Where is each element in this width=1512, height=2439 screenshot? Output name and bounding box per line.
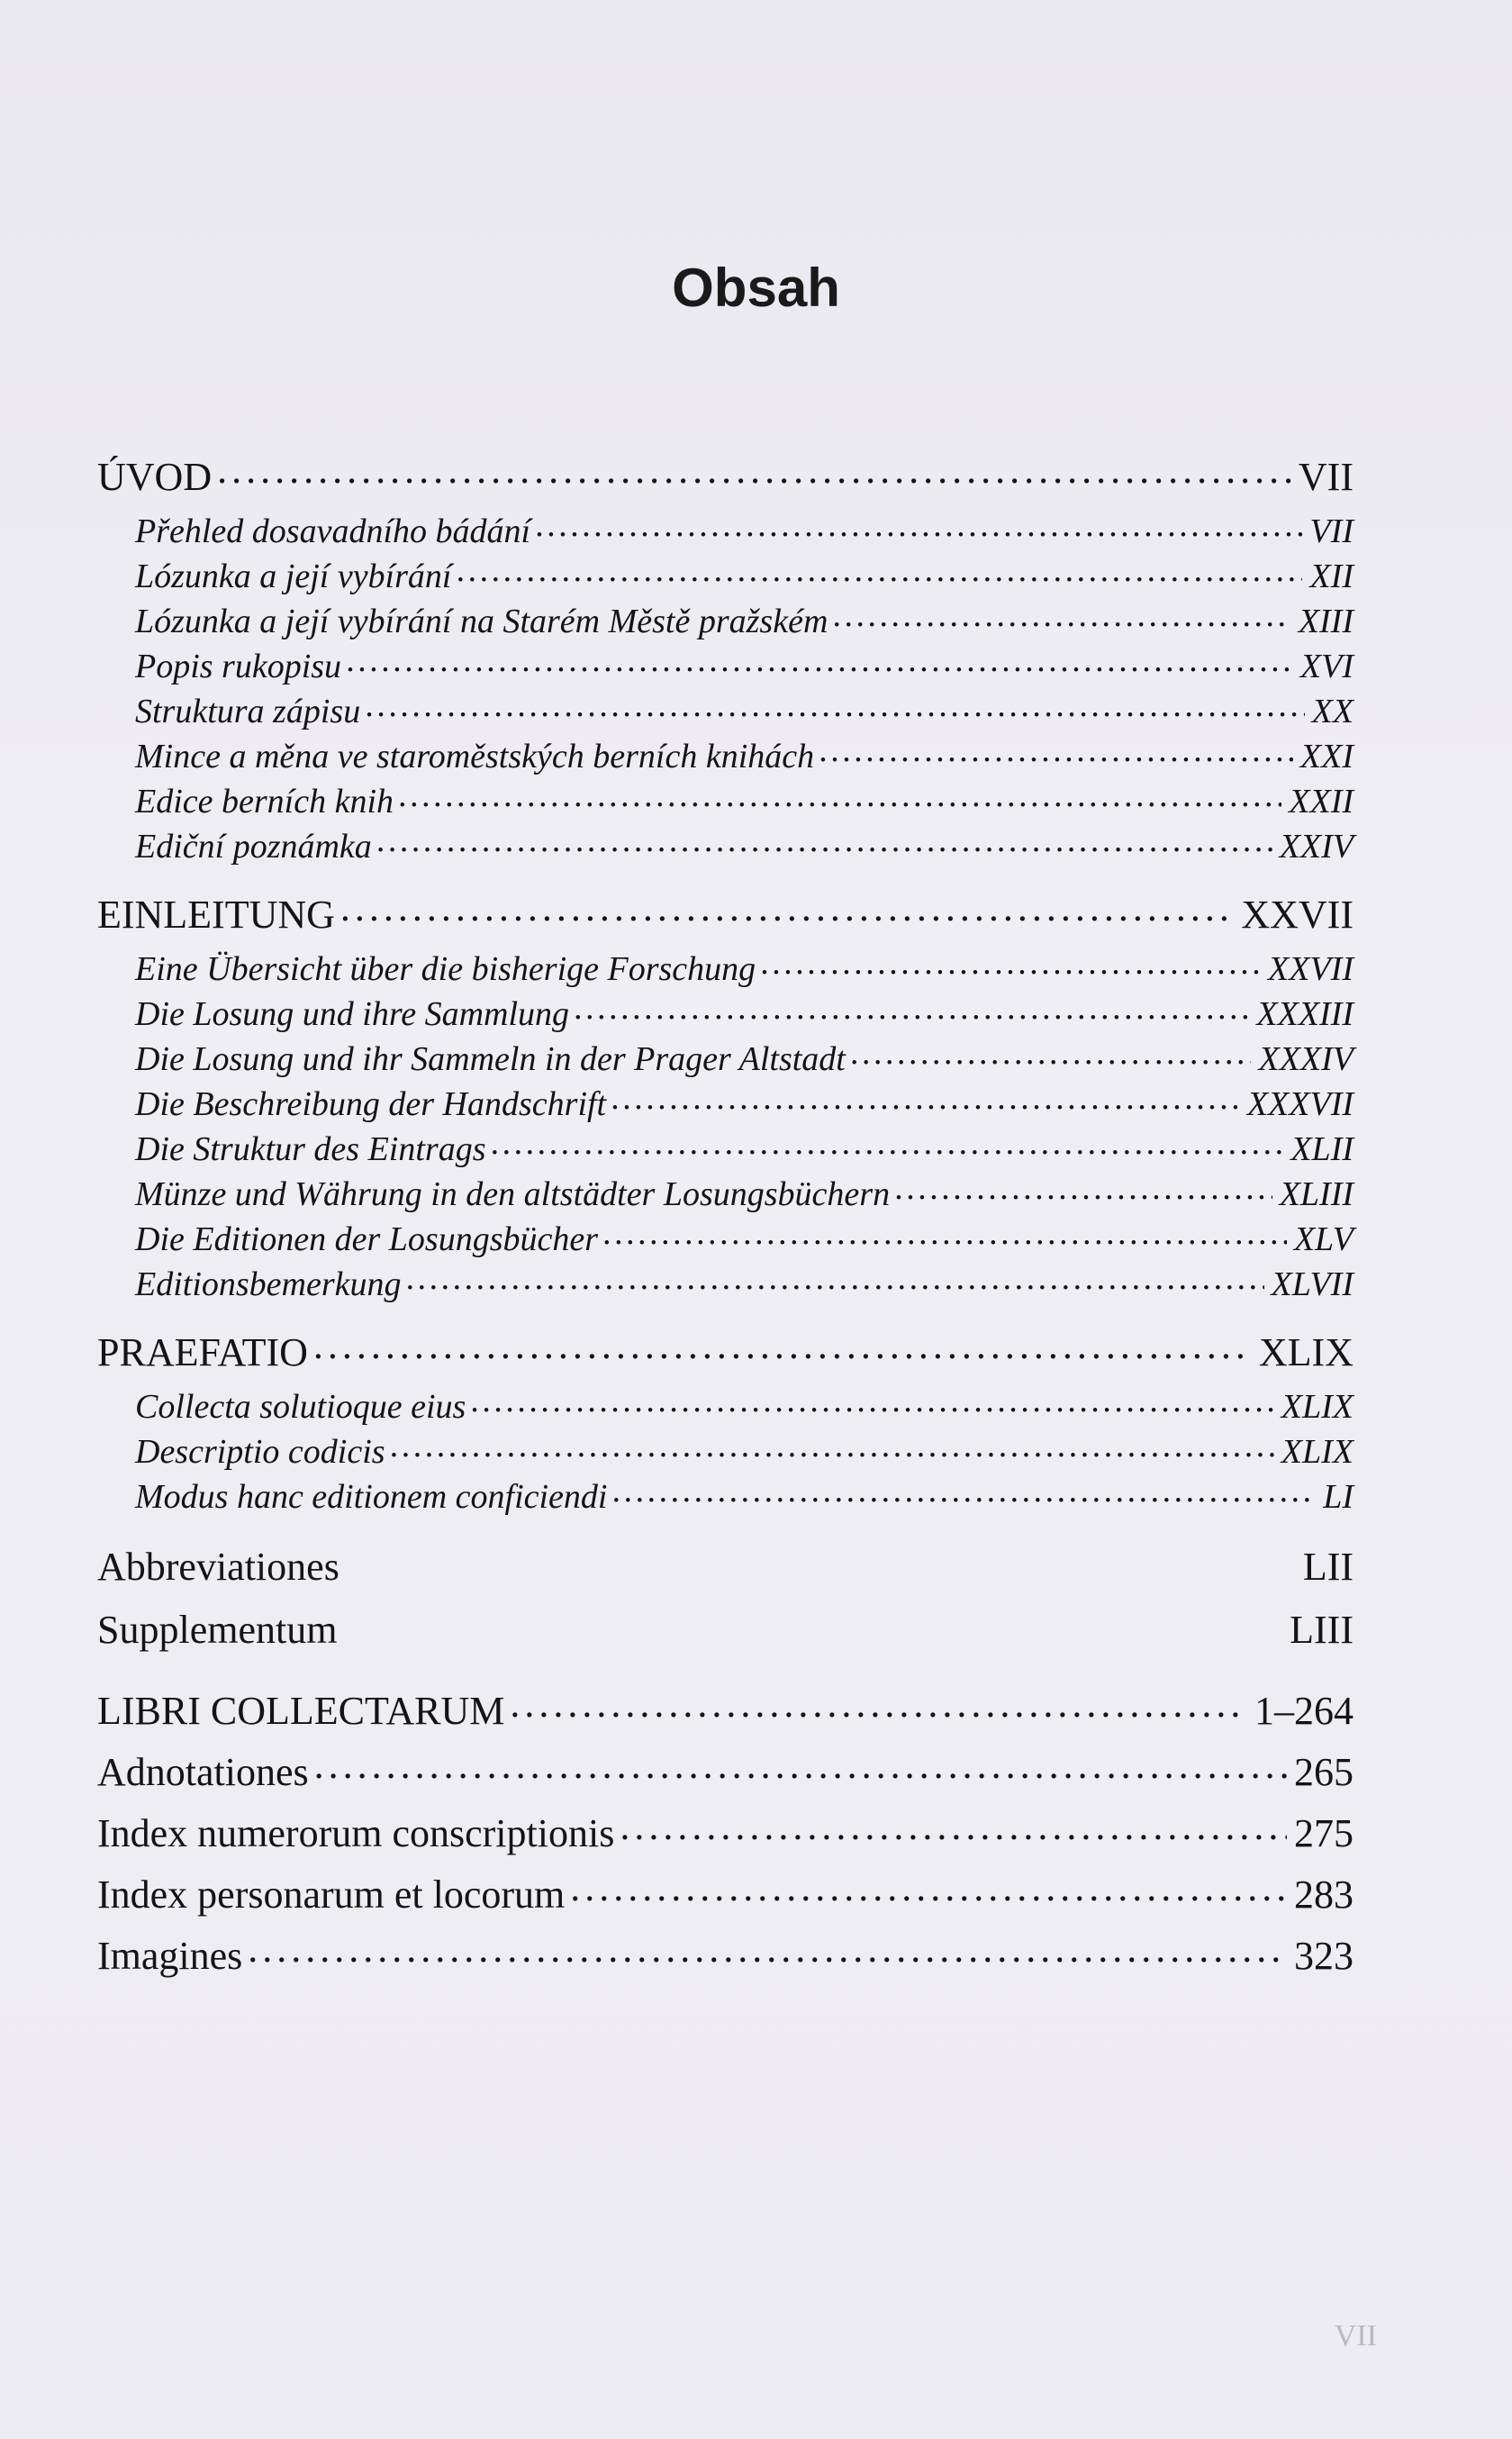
toc-entry-label: Die Losung und ihre Sammlung <box>135 995 570 1033</box>
toc-entry-page: XXXIV <box>1258 1040 1354 1078</box>
toc-entry-page: XX <box>1311 693 1354 730</box>
toc-entry[interactable] <box>97 823 1354 866</box>
toc-entry-page: XLII <box>1290 1130 1354 1168</box>
dot-leader <box>313 1326 1252 1365</box>
toc-entry-label: Münze und Währung in den altstädter Losungsbüchern <box>135 1175 891 1213</box>
dot-leader <box>366 688 1304 722</box>
toc-entry-page: XVI <box>1299 648 1354 685</box>
toc-entry[interactable] <box>97 450 1354 500</box>
toc-entry-label: Ediční poznámka <box>135 828 372 866</box>
toc-entry-label: Collecta solutioque eius <box>135 1388 466 1426</box>
toc-entry-page: 283 <box>1294 1872 1354 1917</box>
toc-entry-label: Editionsbemerkung <box>135 1265 402 1303</box>
toc-entry-label: Descriptio codicis <box>135 1433 385 1471</box>
toc-entry-page: VII <box>1298 455 1354 499</box>
toc-entry-page: XLIX <box>1281 1388 1354 1426</box>
toc-entry[interactable] <box>97 1603 1354 1653</box>
dot-leader <box>510 1684 1247 1724</box>
toc-entry-page: 265 <box>1294 1750 1354 1794</box>
toc-entry-page: VII <box>1309 512 1354 550</box>
dot-leader <box>457 553 1302 587</box>
dot-leader <box>613 1473 1311 1508</box>
toc-entry-page: XLIII <box>1279 1175 1354 1213</box>
toc-entry-page: 323 <box>1294 1934 1354 1978</box>
toc-entry[interactable] <box>97 1383 1354 1427</box>
toc-entry-page: 1–264 <box>1254 1689 1354 1733</box>
dot-leader <box>620 1807 1287 1846</box>
toc-entry-page: XXI <box>1299 738 1354 775</box>
toc-entry-label: Index numerorum conscriptionis <box>97 1811 615 1855</box>
toc-entry-label: Abbreviationes <box>97 1545 340 1589</box>
toc-entry-label: Modus hanc editionem conficiendi <box>135 1478 608 1516</box>
dot-leader <box>575 991 1249 1025</box>
toc-entry-label: Lózunka a její vybírání <box>135 558 452 595</box>
toc-entry-page: 275 <box>1294 1811 1354 1855</box>
toc-entry[interactable] <box>97 1081 1354 1124</box>
dot-leader <box>377 823 1272 857</box>
toc-entry[interactable] <box>97 598 1354 641</box>
toc-entry[interactable] <box>97 1868 1354 1918</box>
dot-leader <box>407 1261 1264 1295</box>
toc-entry-label: Mince a měna ve staroměstských berních knihách <box>135 738 815 775</box>
toc-entry-page: XIII <box>1298 603 1354 640</box>
dot-leader <box>536 508 1302 542</box>
toc-entry-page: XLVII <box>1271 1265 1354 1303</box>
dot-leader <box>761 946 1261 980</box>
dot-leader <box>340 888 1234 928</box>
page-number: VII <box>1334 2319 1377 2353</box>
toc-entry[interactable] <box>97 733 1354 776</box>
dot-leader <box>570 1868 1287 1908</box>
dot-leader <box>491 1126 1283 1160</box>
toc-entry[interactable] <box>97 1745 1354 1795</box>
toc-entry[interactable] <box>97 643 1354 686</box>
toc-entry-label: Die Struktur des Eintrags <box>135 1130 486 1168</box>
toc-entry[interactable] <box>97 688 1354 731</box>
toc-entry-label: Eine Übersicht über die bisherige Forschung <box>135 950 756 988</box>
toc-entry-page: XLV <box>1293 1220 1354 1258</box>
toc-entry[interactable] <box>97 1126 1354 1169</box>
toc-entry[interactable] <box>97 508 1354 551</box>
toc-entry-label: Struktura zápisu <box>135 693 361 730</box>
dot-leader <box>391 1428 1274 1463</box>
toc-entry[interactable] <box>97 1807 1354 1856</box>
toc-entry-page: XII <box>1309 558 1354 595</box>
toc-entry[interactable] <box>97 1684 1354 1734</box>
toc-entry-label: Adnotationes <box>97 1750 309 1794</box>
page-title: Obsah <box>672 258 840 318</box>
toc-entry-page: XXXIII <box>1256 995 1354 1033</box>
toc-entry[interactable] <box>97 1326 1354 1375</box>
toc-entry-page: LII <box>1302 1545 1354 1589</box>
dot-leader <box>851 1036 1252 1070</box>
dot-leader <box>399 778 1281 812</box>
toc-entry-label: Die Editionen der Losungsbücher <box>135 1220 599 1258</box>
toc-entry-page: XLIX <box>1258 1330 1354 1374</box>
toc-entry[interactable] <box>97 1216 1354 1259</box>
toc-entry-label: Die Beschreibung der Handschrift <box>135 1085 607 1123</box>
dot-leader <box>833 598 1290 632</box>
toc-entry-label: Die Losung und ihr Sammeln in der Prager Altstadt <box>135 1040 846 1078</box>
toc-entry-page: XXXVII <box>1246 1085 1354 1123</box>
toc-entry-label: ÚVOD <box>97 455 213 499</box>
dot-leader <box>217 450 1291 490</box>
dot-leader <box>603 1216 1287 1250</box>
toc-entry-label: Lózunka a její vybírání na Starém Městě pražském <box>135 603 828 640</box>
toc-entry[interactable] <box>97 991 1354 1034</box>
toc-entry[interactable] <box>97 1036 1354 1079</box>
toc-entry[interactable] <box>97 946 1354 989</box>
toc-entry[interactable] <box>97 1929 1354 1979</box>
toc-entry[interactable] <box>97 553 1354 596</box>
toc-entry[interactable] <box>97 778 1354 821</box>
toc-entry[interactable] <box>97 1473 1354 1517</box>
toc-entry-label: EINLEITUNG <box>97 893 335 937</box>
toc-entry-page: XXII <box>1289 783 1354 821</box>
toc-entry-label: Supplementum <box>97 1608 338 1652</box>
dot-leader <box>611 1081 1240 1115</box>
toc-entry-label: Imagines <box>97 1934 243 1978</box>
toc-entry-page: LI <box>1323 1478 1354 1516</box>
toc-entry-label: Edice berních knih <box>135 783 394 821</box>
toc-entry-label: Přehled dosavadního bádání <box>135 512 531 550</box>
toc-entry-page: XXIV <box>1279 828 1354 866</box>
dot-leader <box>895 1171 1272 1205</box>
toc-entry-label: PRAEFATIO <box>97 1330 308 1374</box>
toc-entry-page: XXVII <box>1268 950 1354 988</box>
toc-entry[interactable] <box>97 1171 1354 1214</box>
dot-leader <box>471 1383 1273 1418</box>
dot-leader <box>347 643 1293 677</box>
toc-entry-page: XXVII <box>1241 893 1354 937</box>
toc-entry[interactable] <box>97 1428 1354 1472</box>
dot-leader <box>248 1929 1287 1969</box>
toc-entry[interactable] <box>97 888 1354 938</box>
toc-entry-label: LIBRI COLLECTARUM <box>97 1689 505 1733</box>
dot-leader <box>819 733 1293 767</box>
toc-entry[interactable] <box>97 1540 1354 1590</box>
toc-entry-label: Popis rukopisu <box>135 648 342 685</box>
toc-entry-page: LIII <box>1290 1608 1354 1652</box>
toc-entry[interactable] <box>97 1261 1354 1304</box>
toc-entry-page: XLIX <box>1281 1433 1354 1471</box>
toc-entry-label: Index personarum et locorum <box>97 1872 566 1917</box>
dot-leader <box>314 1745 1287 1785</box>
